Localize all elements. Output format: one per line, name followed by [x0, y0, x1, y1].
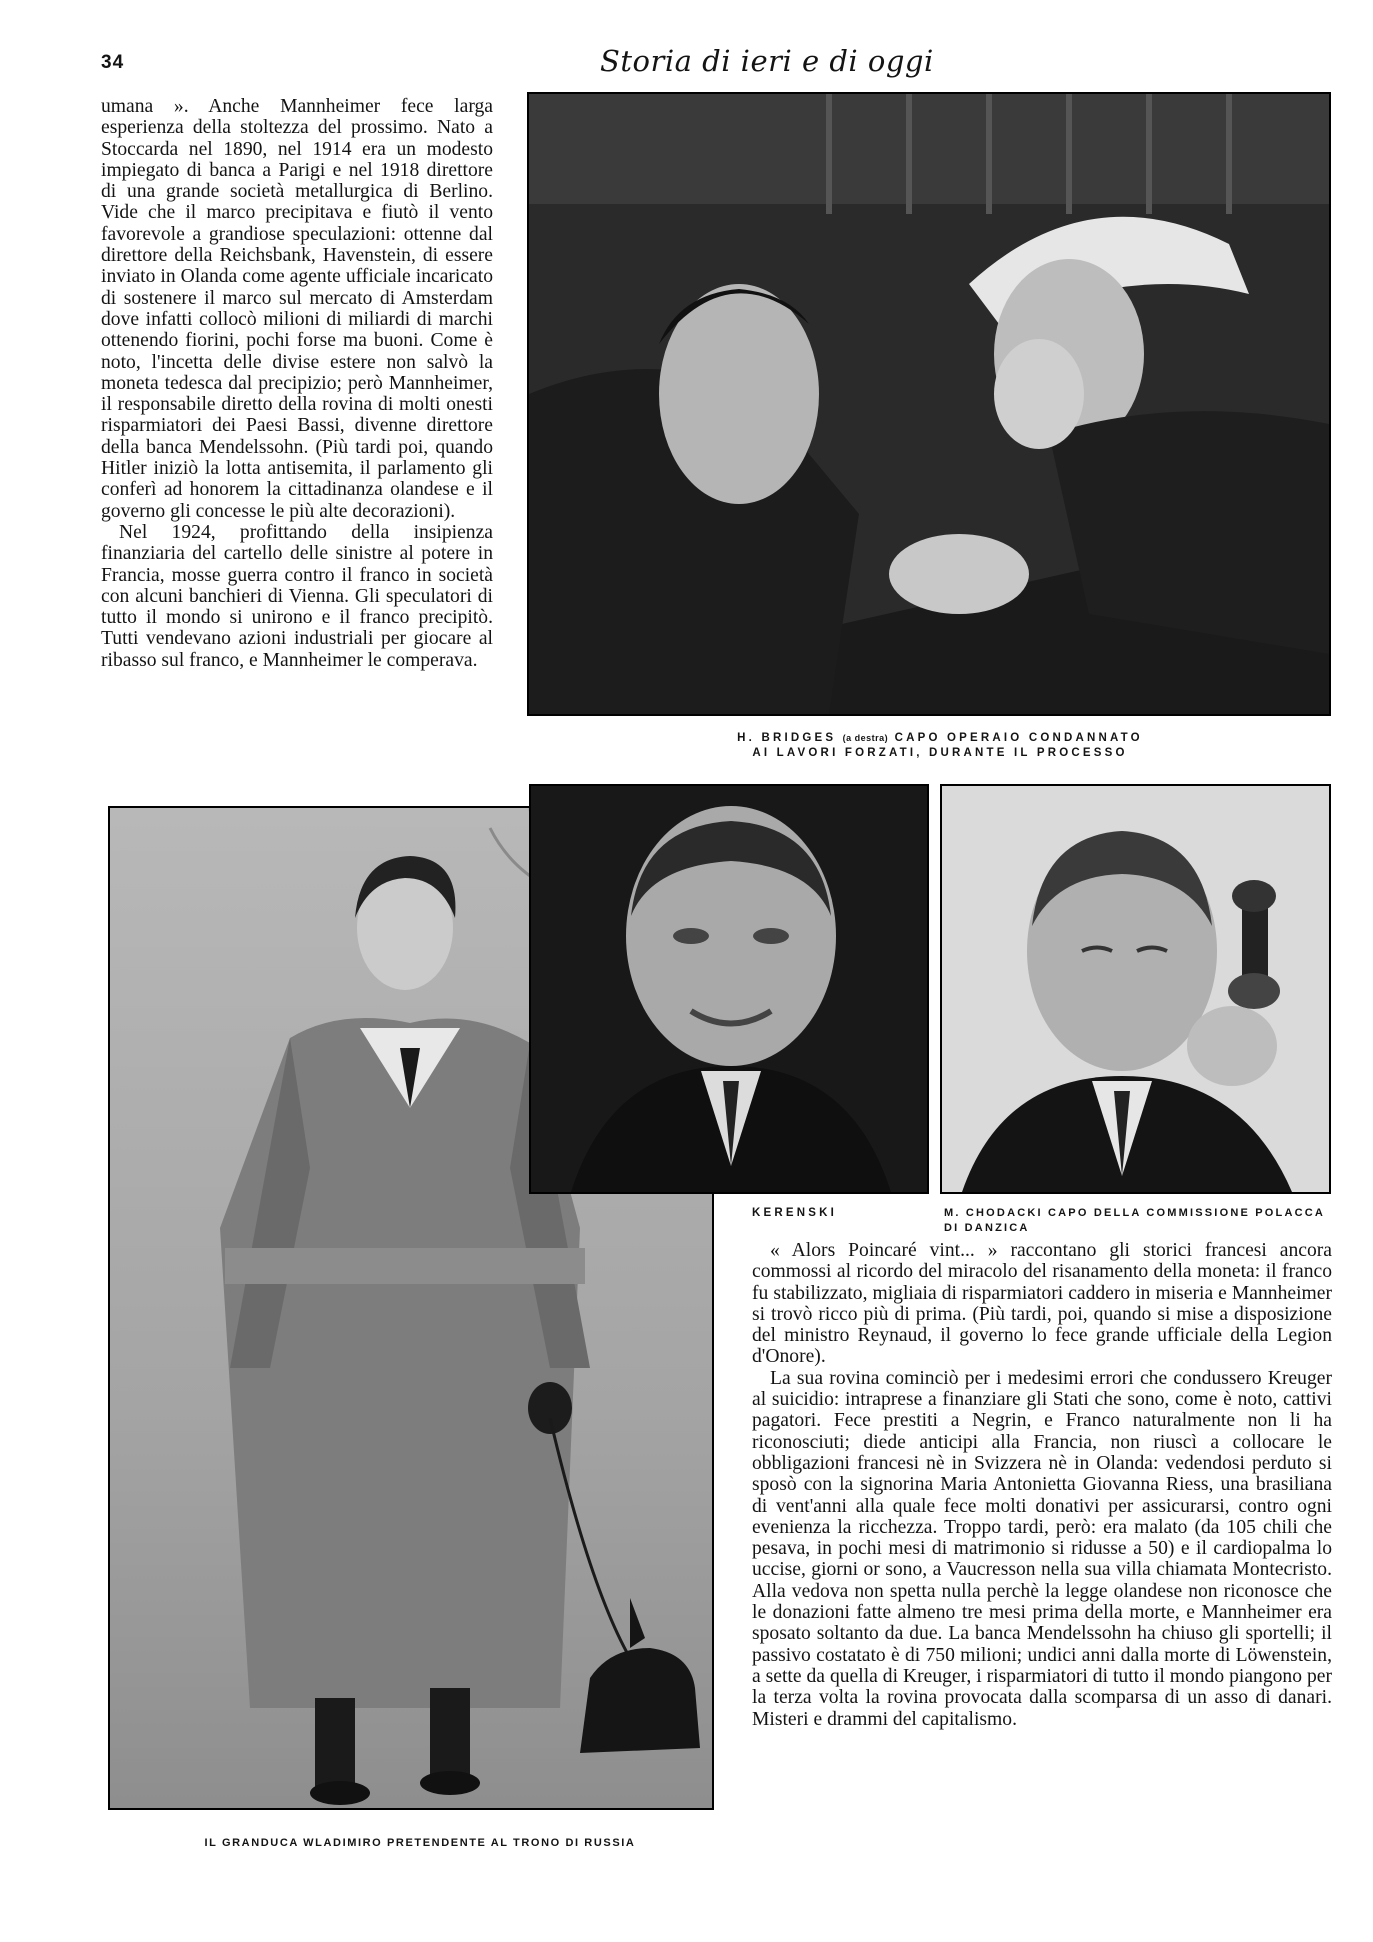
caption-bridges [560, 731, 1320, 761]
photo-kerenski-image [531, 786, 927, 1192]
caption-chodacki: M. CHODACKI CAPO DELLA COMMISSIONE POLACCA DI DANZICA [944, 1207, 1325, 1234]
caption-bridges-name: H. BRIDGES [737, 732, 837, 744]
right-paragraph-2: La sua rovina cominciò per i medesimi errori che condussero Kreuger al suicidio: intraprese a finanziare gli Stati che sono, come è noto, cattivi pagatori. Fece prestiti a Negrin, e Franco naturalmente non li ha riconosciuti; diede anticipi alla Francia, non riuscì a collocare le obbligazioni francesi nè in Svizzera nè in Olanda: vedendosi perduto si sposò con la signorina Maria Antonietta Giovanna Riess, una brasiliana di vent'anni alla quale fece molti donativi per assicurarsi, contro ogni evenienza la ricchezza. Troppo tardi, però: era malato (da 105 chili che pesava, in pochi mesi di matrimonio si ridusse a 50) e il cardiopalma lo uccise, giorni or sono, a Vaucresson nella sua villa chiamata Montecristo. Alla vedova non spetta nulla perchè la legge olandese non riconosce che le donazioni fatte almeno tre mesi prima della morte, e Mannheimer era sposato soltanto da due. La banca Mendelssohn ha chiuso gli sportelli; il passivo costatato è di 750 milioni; undici anni dalla morte di Löwenstein, a sette da quella di Kreuger, i risparmiatori di tutto il mondo piangono per la terza volta la rovina provocata dalla scomparsa di un asso di danari. Misteri e drammi del capitalismo. [752, 1367, 1332, 1730]
caption-bridges-note: (a destra) [842, 733, 889, 743]
photo-kerenski [529, 784, 929, 1194]
caption-kerenski: KERENSKI [752, 1207, 838, 1219]
left-text-column [101, 96, 493, 671]
photo-chodacki [940, 784, 1331, 1194]
photo-chodacki-image [942, 786, 1329, 1192]
caption-wladimiro: IL GRANDUCA WLADIMIRO PRETENDENTE AL TRONO DI RUSSIA [204, 1837, 636, 1849]
running-header-title: Storia di ieri e di oggi [600, 44, 934, 78]
left-paragraph-1: umana ». Anche Mannheimer fece larga esperienza della stoltezza del prossimo. Nato a Stoccarda nel 1890, nel 1914 era un modesto impiegato di banca a Parigi e nel 1918 direttore di una grande società metallurgica di Berlino. Vide che il marco precipitava e fiutò il vento favorevole a grandiose speculazioni: ottenne dal direttore della Reichsbank, Havenstein, di essere inviato in Olanda come agente ufficiale incaricato di sostenere il marco sul mercato di Amsterdam dove infatti collocò milioni di miliardi di marchi ottenendo fiorini, pochi forse ma buoni. Come è noto, l'incetta delle divise estere non salvò la moneta tedesca dal precipizio; però Mannheimer, il responsabile diretto della rovina di molti onesti risparmiatori dei Paesi Bassi, divenne direttore della banca Mendelssohn. (Più tardi poi, quando Hitler iniziò la lotta antisemita, il parlamento gli conferì ad honorem la cittadinanza olandese e il governo gli concesse le più alte decorazioni). [101, 96, 493, 522]
right-paragraph-1: « Alors Poincaré vint... » raccontano gli storici francesi ancora commossi al ricordo del miracolo del risanamento della moneta: il franco fu stabilizzato, migliaia di risparmiatori caddero in miseria e Mannheimer si trovò ricco più di prima. (Più tardi, poi, quando si mise a disposizione del ministro Reynaud, il governo lo fece grande ufficiale della Legion d'Onore). [752, 1240, 1332, 1368]
caption-bridges-role: CAPO OPERAIO CONDANNATO [894, 732, 1143, 744]
caption-bridges-line2: AI LAVORI FORZATI, DURANTE IL PROCESSO [752, 747, 1128, 759]
right-text-column [752, 1240, 1332, 1730]
left-paragraph-2: Nel 1924, profittando della insipienza finanziaria del cartello delle sinistre al potere in Francia, mosse guerra contro il franco in società con alcuni banchieri di Vienna. Gli speculatori di tutto il mondo si unirono e il franco precipitò. Tutti vendevano azioni industriali per giocare al ribasso sul franco, e Mannheimer le comperava. [101, 521, 493, 671]
photo-bridges-image [529, 94, 1329, 714]
photo-bridges-trial [527, 92, 1331, 716]
page-number: 34 [101, 52, 125, 73]
caption-bridges-line1 [560, 731, 1320, 746]
